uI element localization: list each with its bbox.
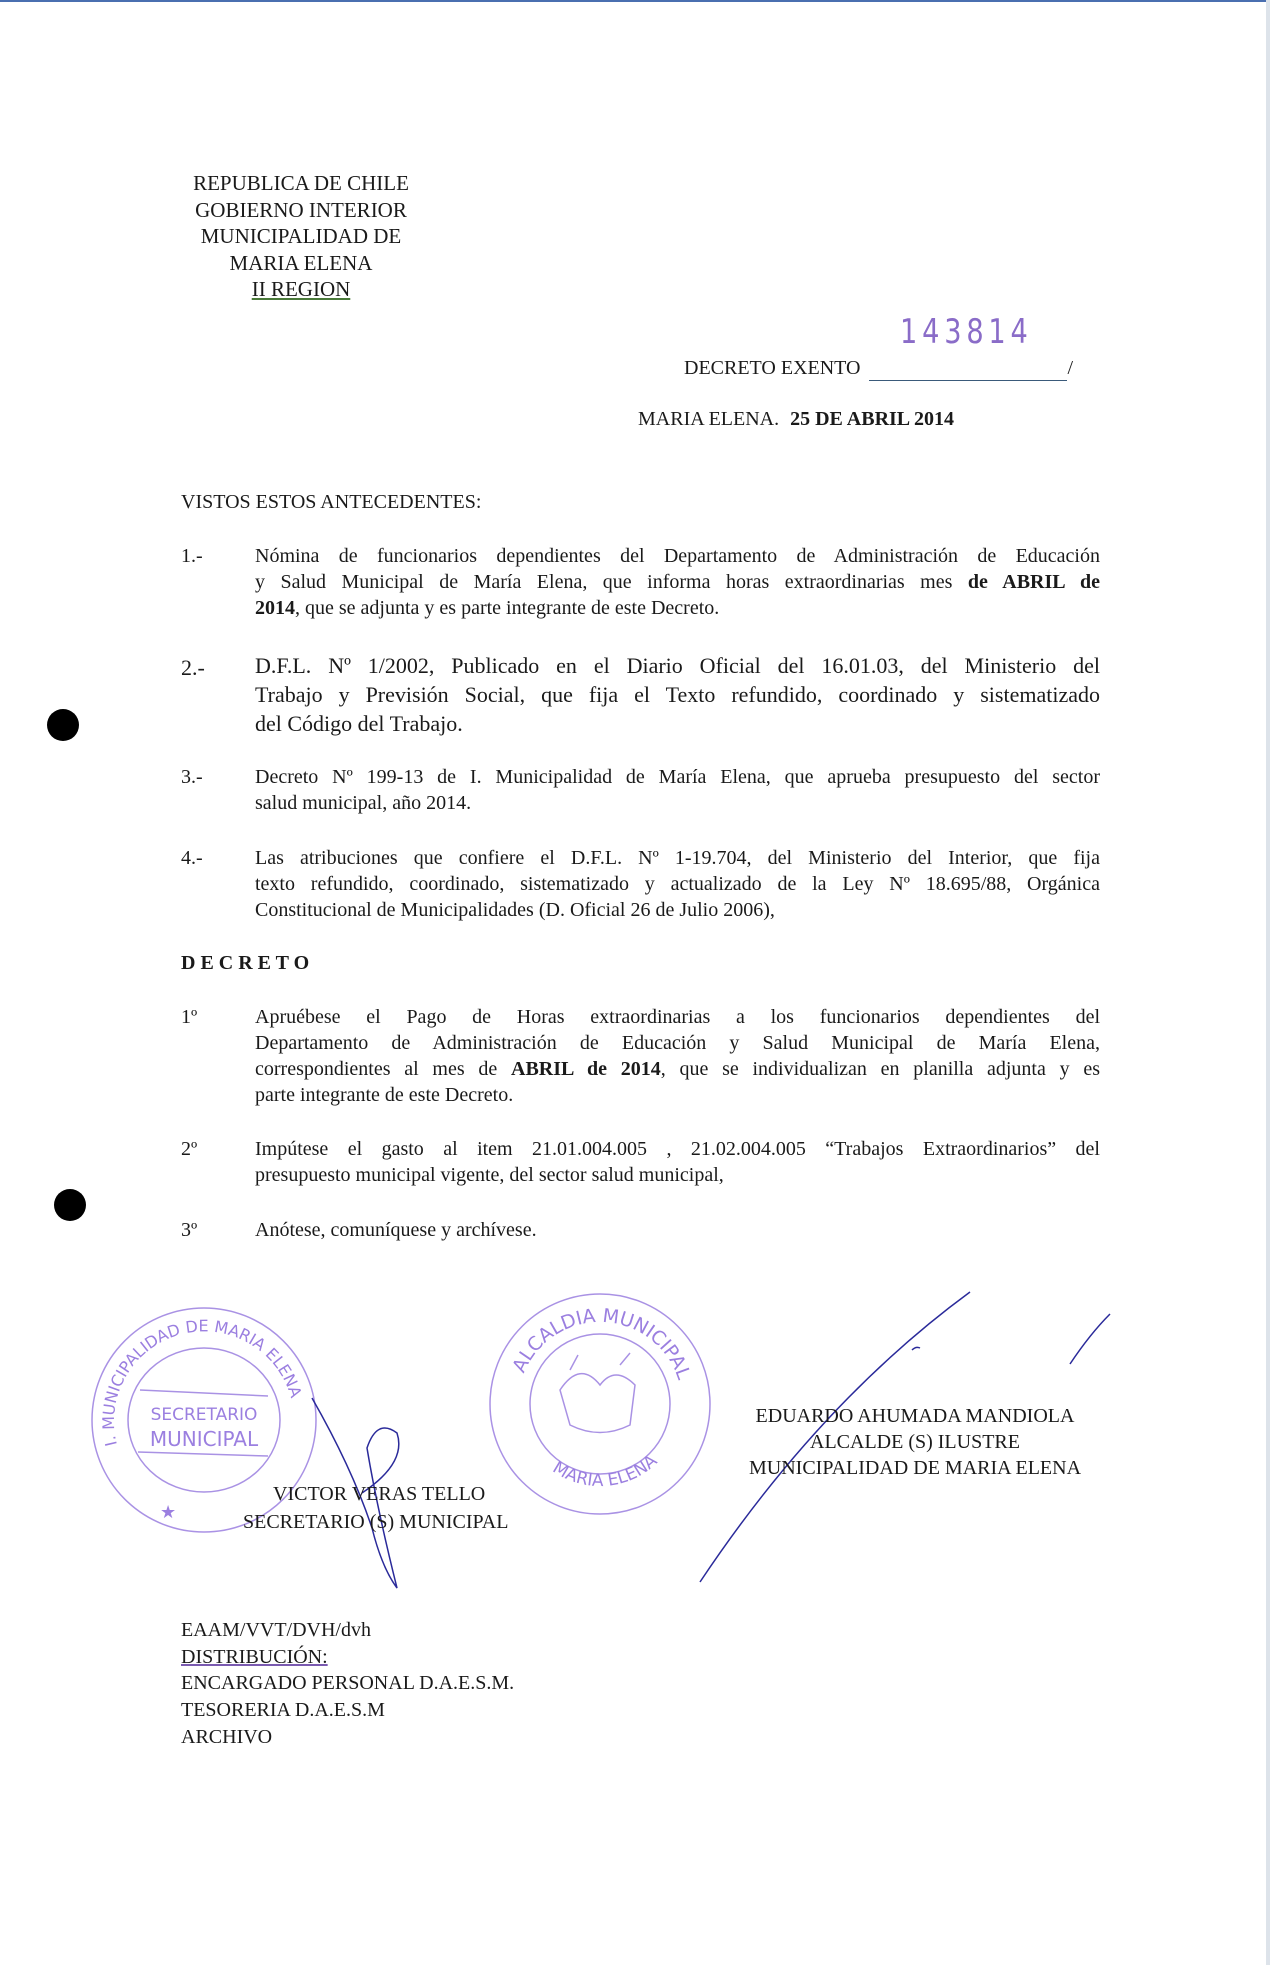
text-line: texto refundido, coordinado, sistematizado y actualizado de la Ley Nº 18.695/88, Orgánica: [255, 873, 1100, 895]
letterhead-line: GOBIERNO INTERIOR: [195, 197, 407, 222]
vistos-item-text: [255, 651, 1100, 738]
text-line: [255, 569, 1100, 595]
recipient: TESORERIA D.A.E.S.M: [181, 1699, 385, 1722]
vistos-item-number: 4.-: [181, 847, 203, 869]
text-line: presupuesto municipal vigente, del sector salud municipal,: [255, 1164, 724, 1186]
text-line: Decreto Nº 199-13 de I. Municipalidad de María Elena, que aprueba presupuesto del sector: [255, 766, 1100, 788]
distribution-label: DISTRIBUCIÓN:: [181, 1645, 328, 1668]
secretario-seal-center1: SECRETARIO: [150, 1405, 258, 1425]
letterhead-line: REPUBLICA DE CHILE: [193, 171, 409, 195]
text-line: salud municipal, año 2014.: [255, 792, 472, 814]
letterhead-region: II REGION: [251, 277, 351, 301]
decreto-item-text: [255, 1004, 1100, 1108]
decree-place: MARIA ELENA.: [638, 408, 780, 430]
vistos-item-text: [255, 845, 1100, 923]
distribution-block: [181, 1617, 514, 1751]
alcalde-title: ALCALDE (S) ILUSTRE: [810, 1431, 1020, 1453]
vistos-item-text: [255, 543, 1100, 621]
decreto-item-number: 3º: [181, 1219, 198, 1241]
letterhead-line: MARIA ELENA: [229, 250, 373, 275]
decree-number-stamp: 143814: [900, 312, 1033, 352]
decree-slash: /: [1067, 357, 1074, 379]
text-segment: , que se individualizan en planilla adjunta y es: [660, 1058, 1100, 1080]
punch-hole: [54, 1189, 86, 1221]
recipient: ENCARGADO PERSONAL D.A.E.S.M.: [181, 1672, 515, 1695]
text-line: Nómina de funcionarios dependientes del Departamento de Administración de Educación: [255, 545, 1100, 567]
text-line: Departamento de Administración de Educación y Salud Municipal de María Elena,: [255, 1032, 1100, 1054]
decree-date: 25 DE ABRIL 2014: [790, 408, 955, 430]
decree-date-line: [638, 408, 954, 431]
letterhead-line: MUNICIPALIDAD DE: [200, 224, 402, 248]
initials: EAAM/VVT/DVH/dvh: [181, 1619, 371, 1641]
decreto-item-text: [255, 1136, 1100, 1188]
text-line: D.F.L. Nº 1/2002, Publicado en el Diario Oficial del 16.01.03, del Ministerio del: [255, 653, 1100, 678]
alcaldia-seal-top-text: ALCALDIA MUNICIPAL: [508, 1304, 695, 1383]
text-line: Apruébese el Pago de Horas extraordinarias a los funcionarios dependientes del: [255, 1006, 1100, 1028]
alcalde-signature-block: [720, 1403, 1110, 1481]
text-line: Las atribuciones que confiere el D.F.L. Nº 1-19.704, del Ministerio del Interior, que fija: [255, 847, 1100, 869]
text-line: del Código del Trabajo.: [255, 711, 463, 736]
bold-text: de ABRIL de: [967, 571, 1100, 593]
text-line: Impútese el gasto al item 21.01.004.005 , 21.02.004.005 “Trabajos Extraordinarios” del: [255, 1138, 1100, 1160]
vistos-item-number: 2.-: [181, 655, 205, 680]
decreto-item-text: [255, 1217, 1100, 1243]
decree-exento-line: [684, 357, 1073, 381]
secretario-seal-center2: MUNICIPAL: [149, 1427, 259, 1451]
decreto-item-number: 1º: [181, 1006, 198, 1028]
decreto-item-number: 2º: [181, 1138, 198, 1160]
vistos-item-number: 3.-: [181, 766, 203, 788]
alcalde-name: EDUARDO AHUMADA MANDIOLA: [755, 1405, 1075, 1427]
scan-top-edge: [0, 0, 1270, 2]
star-icon: ★: [160, 1502, 177, 1522]
decreto-title: D E C R E T O: [181, 952, 310, 974]
decree-label: DECRETO EXENTO: [684, 357, 861, 379]
secretario-title: SECRETARIO (S) MUNICIPAL: [243, 1511, 509, 1533]
text-segment: y Salud Municipal de María Elena, que informa horas extraordinarias mes: [255, 571, 968, 593]
punch-hole: [47, 709, 79, 741]
vistos-item-number: 1.-: [181, 545, 203, 567]
text-line: Trabajo y Previsión Social, que fija el Texto refundido, coordinado y sistematizado: [255, 682, 1100, 707]
bold-text: 2014: [255, 597, 295, 619]
text-line: Constitucional de Municipalidades (D. Oficial 26 de Julio 2006),: [255, 899, 775, 921]
text-segment: correspondientes al mes de: [255, 1058, 511, 1080]
recipient: ARCHIVO: [181, 1725, 273, 1748]
decree-number-blank: [869, 357, 1067, 381]
scan-right-edge: [1266, 0, 1270, 1965]
secretario-name: VICTOR VERAS TELLO: [273, 1483, 486, 1505]
text-line: parte integrante de este Decreto.: [255, 1084, 514, 1106]
text-line: [255, 595, 1100, 621]
alcaldia-seal-bottom-text: MARIA ELENA: [549, 1450, 662, 1492]
vistos-item-text: [255, 764, 1100, 816]
secretario-seal-ring-text: I. MUNICIPALIDAD DE MARIA ELENA: [98, 1316, 306, 1449]
text-segment: , que se adjunta y es parte integrante de este Decreto.: [295, 597, 720, 619]
text-line: Anótese, comuníquese y archívese.: [255, 1219, 537, 1241]
bold-text: ABRIL de 2014: [511, 1058, 661, 1080]
vistos-title: VISTOS ESTOS ANTECEDENTES:: [181, 491, 482, 513]
alcalde-title: MUNICIPALIDAD DE MARIA ELENA: [748, 1457, 1082, 1479]
text-line: [255, 1056, 1100, 1082]
letterhead: [176, 170, 426, 303]
